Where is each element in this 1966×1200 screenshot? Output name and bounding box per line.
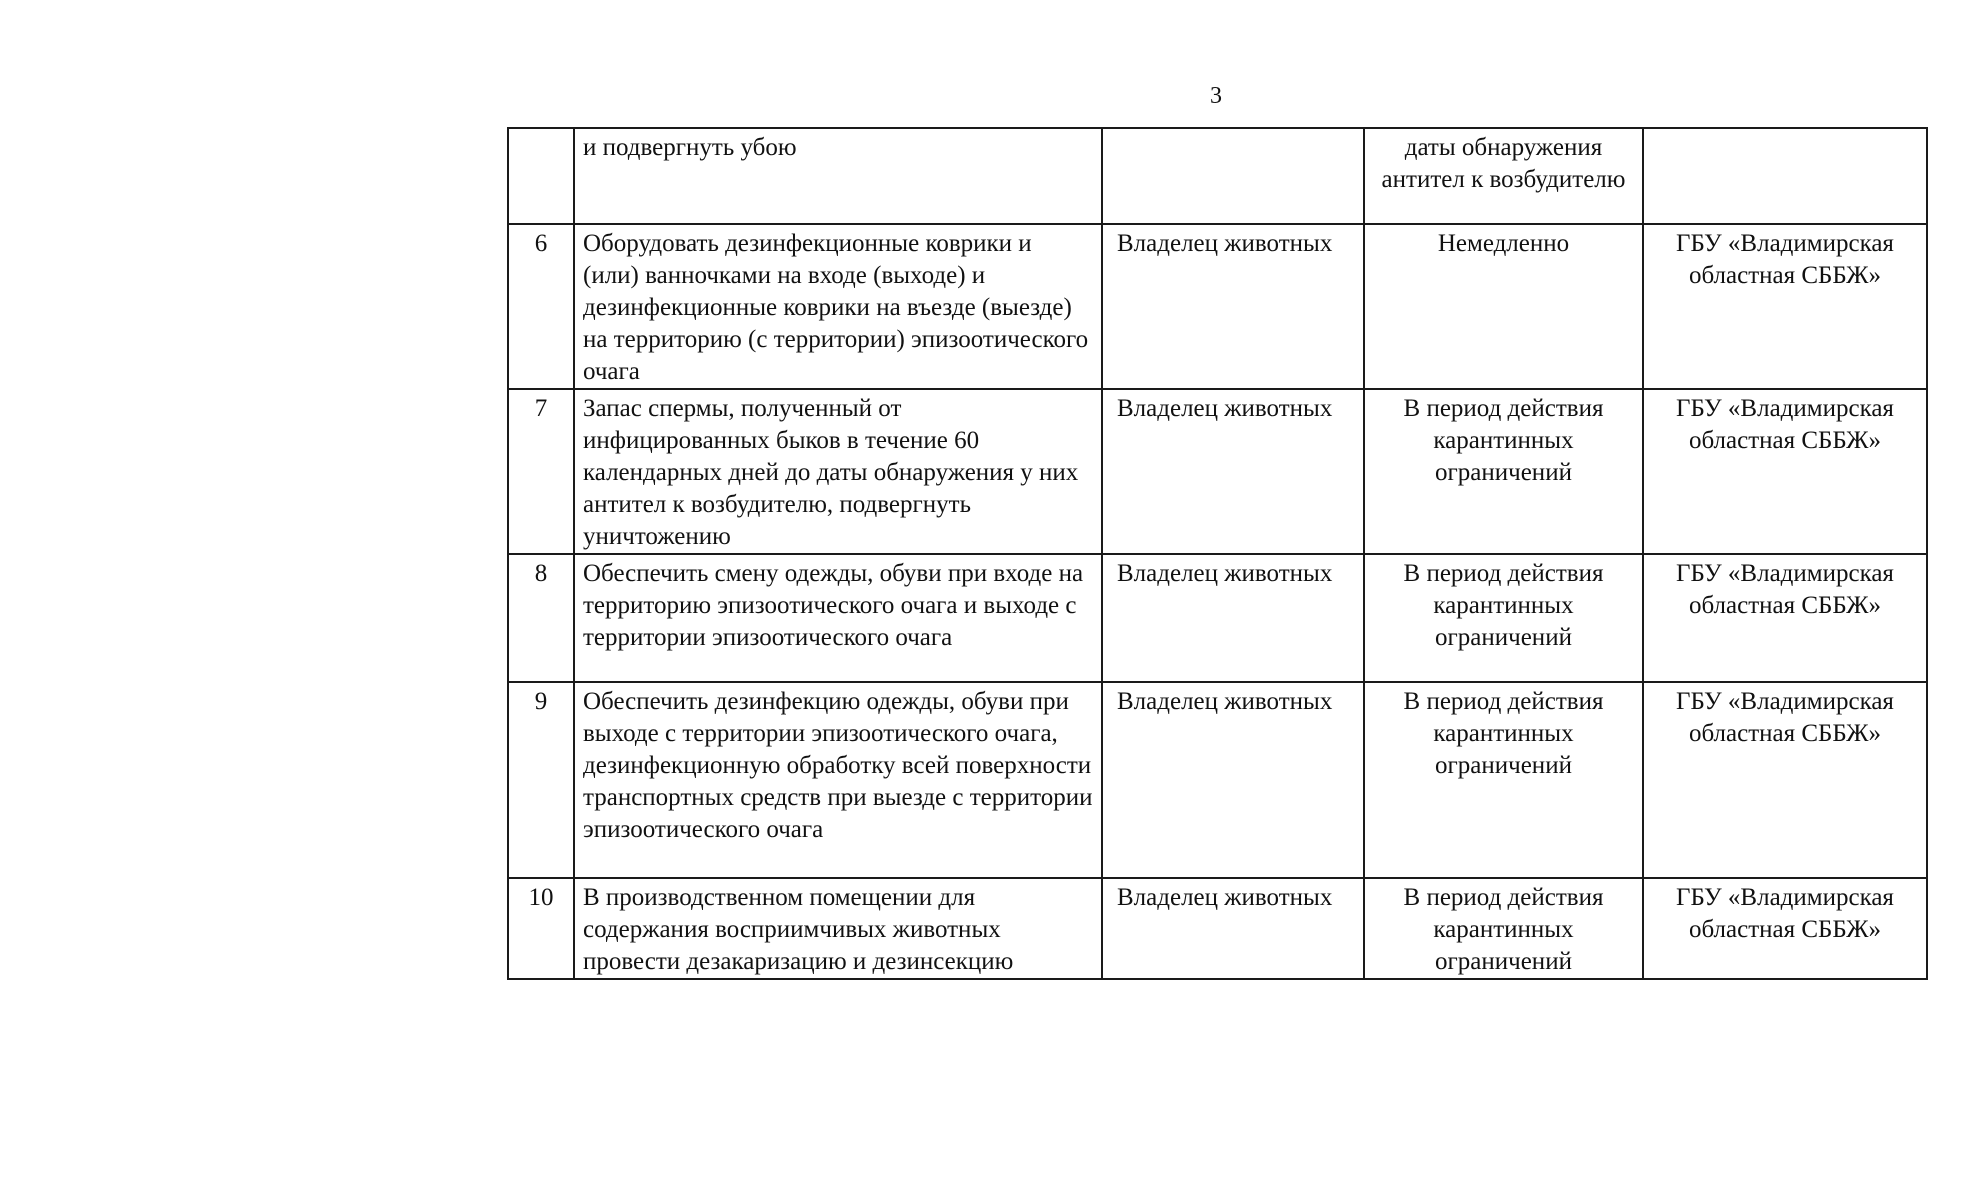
measure-text: Оборудовать дезинфекционные коврики и (или) ванночками на входе (выходе) и дезинфекционные коврики на въезде (выезде) на территорию (с территории) эпизоотического очага [574, 224, 1102, 389]
measure-text: Обеспечить смену одежды, обуви при входе на территорию эпизоотического очага и выходе с территории эпизоотического очага [574, 554, 1102, 682]
measure-text: Запас спермы, полученный от инфицированных быков в течение 60 календарных дней до даты обнаружения у них антител к возбудителю, подвергнуть уничтожению [574, 389, 1102, 554]
table-row [508, 682, 1927, 878]
responsible-party: Владелец животных [1102, 224, 1364, 389]
executor [1643, 128, 1927, 224]
row-number: 6 [508, 224, 574, 389]
responsible-party: Владелец животных [1102, 878, 1364, 979]
executor: ГБУ «Владимирская областная СББЖ» [1643, 554, 1927, 682]
execution-term: даты обнаружения антител к возбудителю [1364, 128, 1643, 224]
measure-text: Обеспечить дезинфекцию одежды, обуви при выходе с территории эпизоотического очага, дезинфекционную обработку всей поверхности транспортных средств при выезде с территории эпизоотического очага [574, 682, 1102, 878]
responsible-party: Владелец животных [1102, 554, 1364, 682]
responsible-party: Владелец животных [1102, 682, 1364, 878]
measure-text: и подвергнуть убою [574, 128, 1102, 224]
table-row [508, 128, 1927, 224]
row-number: 9 [508, 682, 574, 878]
executor: ГБУ «Владимирская областная СББЖ» [1643, 878, 1927, 979]
table-row [508, 224, 1927, 389]
page-number: 3 [1210, 83, 1222, 109]
execution-term: В период действия карантинных ограничений [1364, 878, 1643, 979]
executor: ГБУ «Владимирская областная СББЖ» [1643, 389, 1927, 554]
executor: ГБУ «Владимирская областная СББЖ» [1643, 682, 1927, 878]
execution-term: В период действия карантинных ограничений [1364, 682, 1643, 878]
measure-text: В производственном помещении для содержания восприимчивых животных провести дезакаризацию и дезинсекцию [574, 878, 1102, 979]
row-number: 8 [508, 554, 574, 682]
table-row [508, 389, 1927, 554]
row-number: 7 [508, 389, 574, 554]
measures-table [507, 127, 1928, 980]
execution-term: В период действия карантинных ограничений [1364, 389, 1643, 554]
executor: ГБУ «Владимирская областная СББЖ» [1643, 224, 1927, 389]
responsible-party [1102, 128, 1364, 224]
row-number [508, 128, 574, 224]
execution-term: Немедленно [1364, 224, 1643, 389]
responsible-party: Владелец животных [1102, 389, 1364, 554]
row-number: 10 [508, 878, 574, 979]
execution-term: В период действия карантинных ограничений [1364, 554, 1643, 682]
table-row [508, 878, 1927, 979]
table-row [508, 554, 1927, 682]
